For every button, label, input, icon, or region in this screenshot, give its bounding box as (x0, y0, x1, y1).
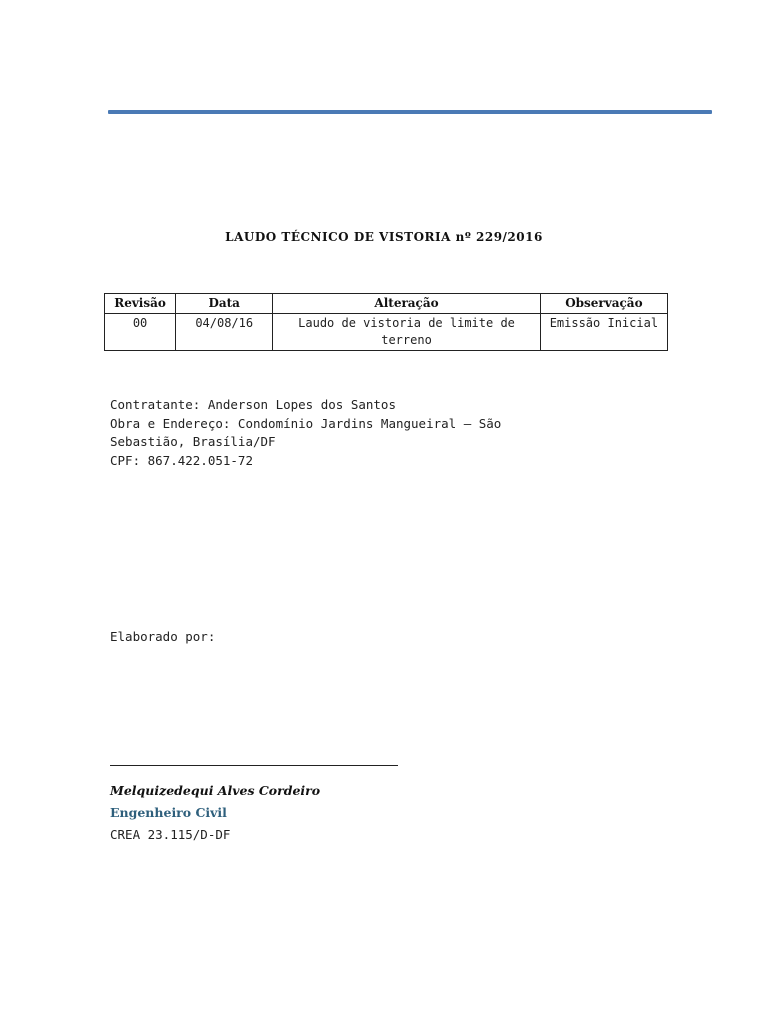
cell-observacao: Emissão Inicial (540, 314, 667, 351)
obra-line-2: Sebastião, Brasília/DF (110, 434, 276, 449)
header-revisao: Revisão (105, 294, 176, 314)
cell-revisao: 00 (105, 314, 176, 351)
signer-crea: CREA 23.115/D-DF (110, 827, 231, 842)
contratante-line: Contratante: Anderson Lopes dos Santos (110, 397, 396, 412)
header-observacao: Observação (540, 294, 667, 314)
cpf-line: CPF: 867.422.051-72 (110, 452, 253, 468)
revision-table (104, 293, 668, 351)
cell-data: 04/08/16 (176, 314, 273, 351)
elaborado-por-label: Elaborado por: (110, 629, 216, 644)
signer-role: Engenheiro Civil (110, 805, 227, 820)
header-alteracao: Alteração (273, 294, 540, 314)
cell-alteracao: Laudo de vistoria de limite de terreno (273, 314, 540, 351)
client-info (110, 396, 501, 470)
header-rule (108, 110, 712, 114)
header-data: Data (176, 294, 273, 314)
document-title: LAUDO TÉCNICO DE VISTORIA nº 229/2016 (225, 230, 543, 244)
signer-name: Melquizedequi Alves Cordeiro (110, 783, 321, 798)
obra-line-1: Obra e Endereço: Condomínio Jardins Mangueiral – São (110, 415, 502, 431)
table-row (105, 314, 668, 351)
signature-line (110, 765, 398, 766)
table-header-row (105, 294, 668, 314)
